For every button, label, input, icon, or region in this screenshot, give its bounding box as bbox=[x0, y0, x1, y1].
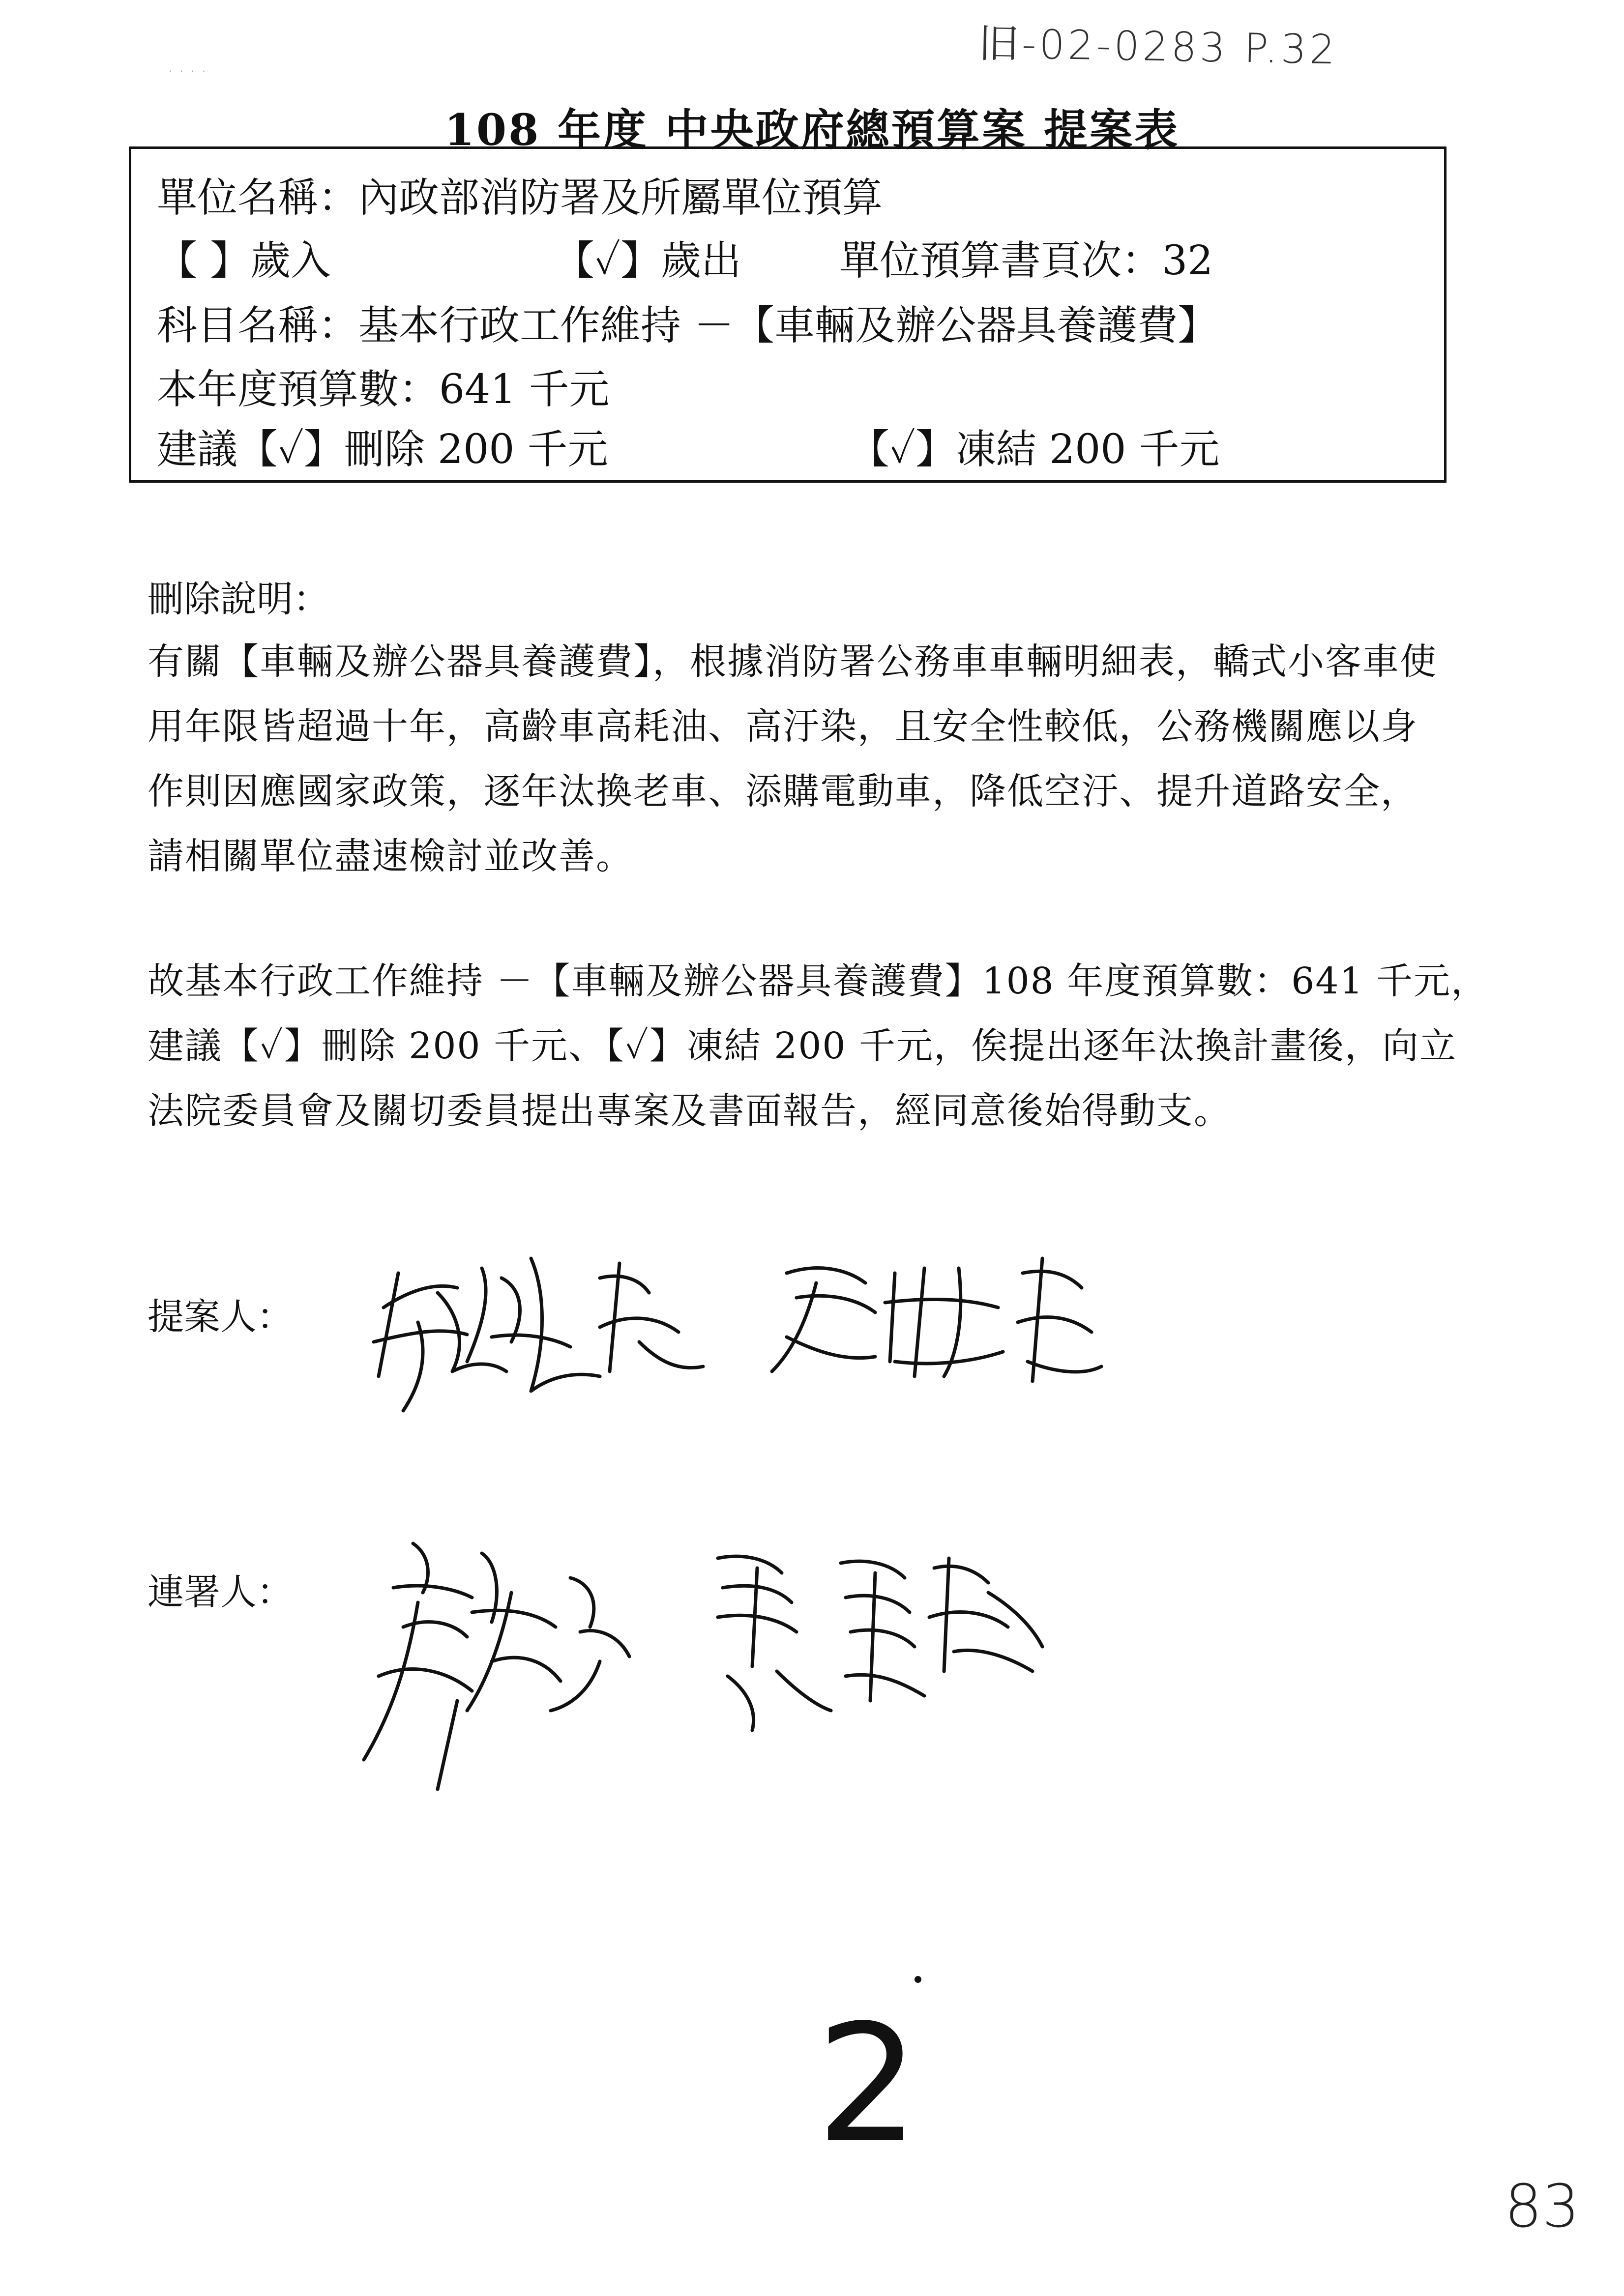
subject-name: 科目名稱：基本行政工作維持 －【車輛及辦公器具養護費】 bbox=[157, 302, 1218, 349]
unit-name: 單位名稱：內政部消防署及所屬單位預算 bbox=[157, 174, 883, 221]
expenditure-checkbox: 【✓】歲出 bbox=[554, 237, 741, 284]
cosigner-label: 連署人： bbox=[148, 1571, 293, 1613]
suggest-freeze: 【✓】凍結 200 千元 bbox=[849, 426, 1220, 473]
info-box bbox=[129, 146, 1447, 483]
cosigner-signatures bbox=[334, 1514, 1072, 1819]
page-dot bbox=[915, 1976, 921, 1983]
explanation-line: 用年限皆超過十年，高齡車高耗油、高汙染，且安全性較低，公務機關應以身 bbox=[148, 705, 1418, 748]
page-number-corner: 83 bbox=[1505, 2173, 1580, 2241]
explanation-heading: 刪除說明： bbox=[148, 578, 329, 620]
explanation-line: 請相關單位盡速檢討並改善。 bbox=[148, 835, 633, 877]
archive-ref-stamp: 旧-02-0283 P.32 bbox=[978, 20, 1339, 74]
explanation-line: 作則因應國家政策，逐年汰換老車、添購電動車，降低空汙、提升道路安全， bbox=[148, 770, 1418, 813]
revenue-checkbox: 【 】歲入 bbox=[157, 237, 331, 284]
page-title: 108 年度 中央政府總預算案 提案表 bbox=[444, 104, 1180, 155]
suggest-delete: 建議【✓】刪除 200 千元 bbox=[157, 426, 608, 473]
conclusion-line: 建議【✓】刪除 200 千元、【✓】凍結 200 千元，俟提出逐年汰換計畫後，向立 bbox=[148, 1025, 1457, 1067]
budget-amount: 本年度預算數：641 千元 bbox=[157, 366, 610, 413]
conclusion-line: 故基本行政工作維持 －【車輛及辦公器具養護費】108 年度預算數：641 千元， bbox=[148, 960, 1489, 1002]
conclusion-body bbox=[148, 949, 1489, 1143]
explanation-body bbox=[148, 629, 1475, 889]
page-reference: 單位預算書頁次：32 bbox=[839, 237, 1213, 284]
faint-mark: .... bbox=[167, 54, 212, 77]
explanation-line: 有關【車輛及辦公器具養護費】，根據消防署公務車車輛明細表，轎式小客車使 bbox=[148, 640, 1437, 683]
proposer-signatures bbox=[344, 1214, 1131, 1440]
page-number-center: 2 bbox=[816, 1990, 919, 2179]
conclusion-line: 法院委員會及關切委員提出專案及書面報告，經同意後始得動支。 bbox=[148, 1090, 1231, 1132]
proposer-label: 提案人： bbox=[148, 1296, 293, 1338]
